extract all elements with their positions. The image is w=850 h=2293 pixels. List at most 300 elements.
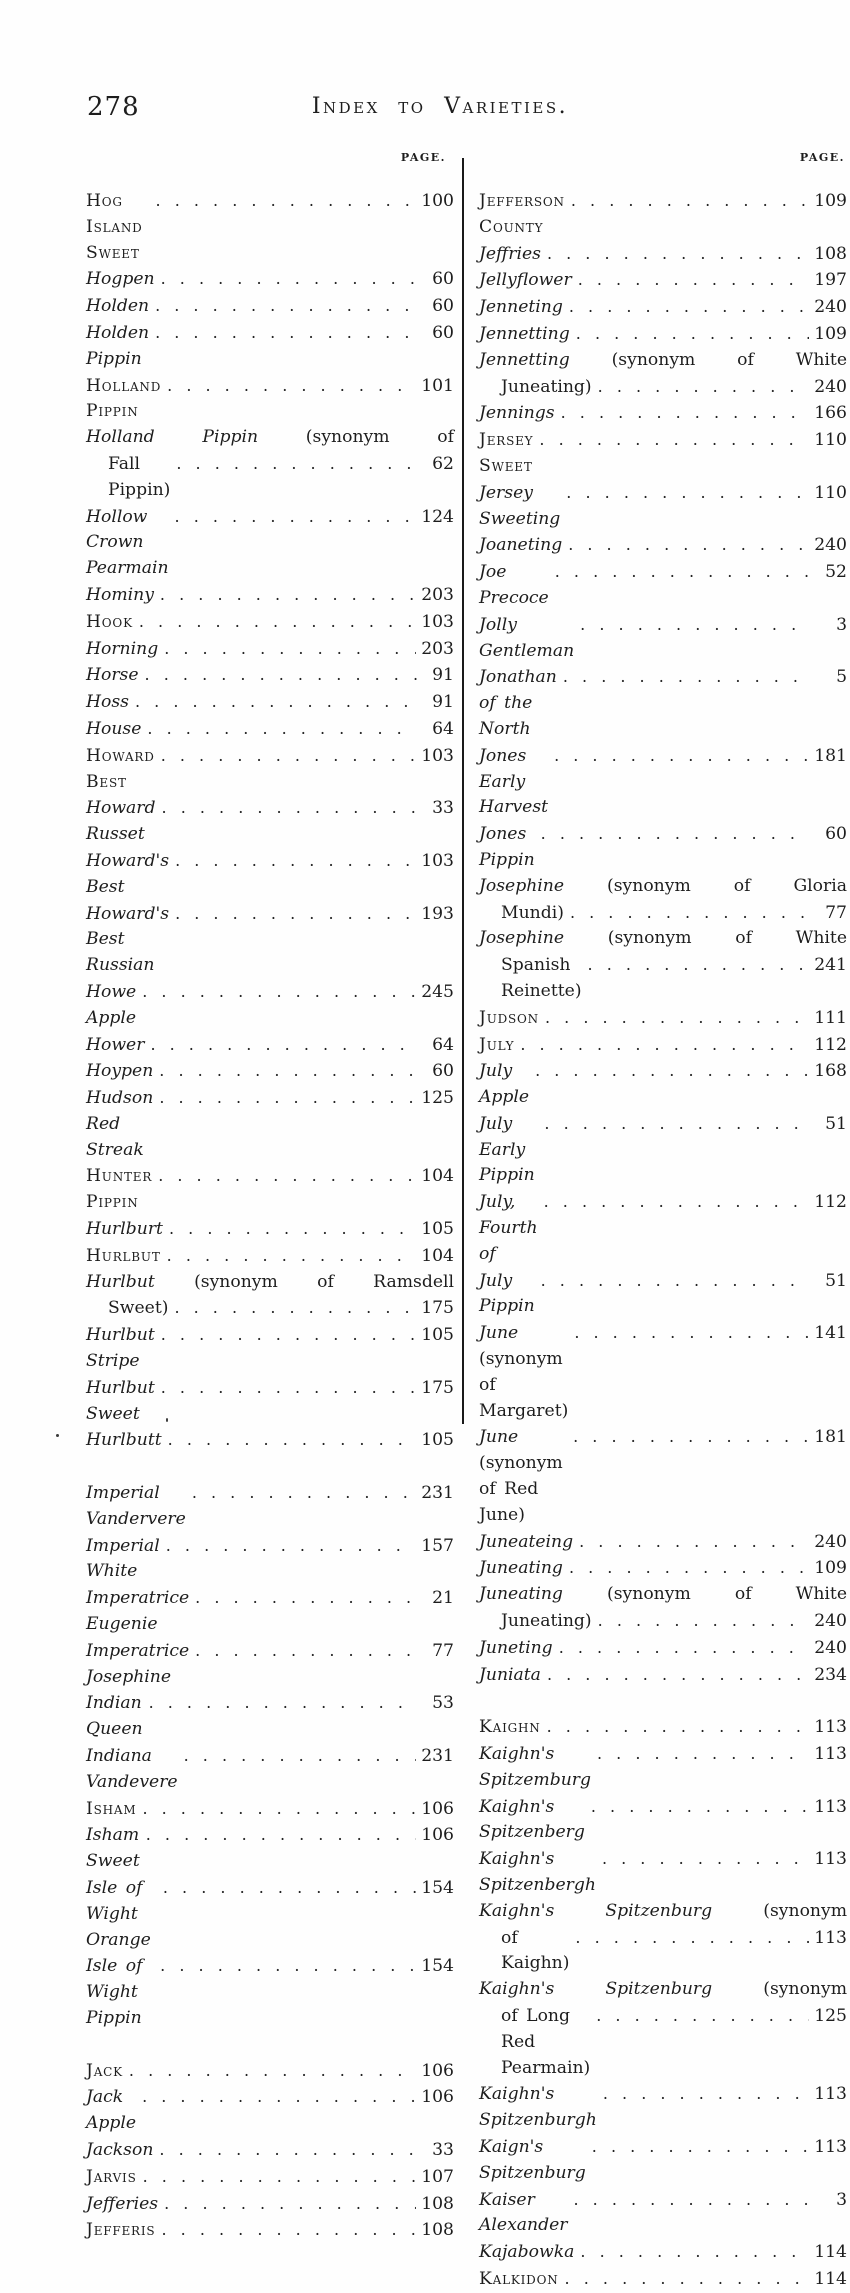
- entry-name: [86, 2165, 137, 2191]
- index-entry: [86, 1322, 454, 1375]
- entry-name: [479, 1979, 847, 1999]
- dot-leader: [167, 1243, 417, 1269]
- entry-line-1: [479, 1977, 847, 2003]
- dot-leader: [169, 1216, 416, 1242]
- entry-page-number: 109: [814, 323, 847, 344]
- page-title: Index to Varieties.: [311, 94, 569, 119]
- entry-name-main: Hurlbut Stripe: [86, 1325, 155, 1372]
- dot-leader: [578, 267, 810, 293]
- index-entry: [86, 1058, 454, 1085]
- entry-page-number: 240: [814, 1531, 847, 1552]
- index-entry: [86, 1690, 454, 1743]
- index-entry: [86, 901, 454, 979]
- entry-page-number: 103: [421, 850, 454, 871]
- entry-name: [479, 189, 565, 241]
- entry-name: [479, 1584, 847, 1604]
- entry-name: [86, 796, 156, 848]
- entry-name-main: Jefferson County: [479, 191, 565, 237]
- entry-page-number: 197: [814, 270, 847, 291]
- entry-name-main: Hunter Pippin: [86, 1166, 153, 1213]
- entry-name-continuation: Mundi): [501, 902, 564, 923]
- entry-name: [479, 1556, 563, 1582]
- entry-line-1: [479, 874, 847, 900]
- entry-line-1: [479, 926, 847, 952]
- entry-page-number: 53: [432, 1693, 454, 1714]
- index-entry: [479, 1111, 847, 1189]
- entry-page-number: 21: [432, 1588, 454, 1609]
- entry-page-number: 113: [814, 1849, 847, 1870]
- dot-leader: [544, 1111, 810, 1137]
- index-entry: [479, 1741, 847, 1794]
- index-entry: [86, 1585, 454, 1638]
- dot-leader: [155, 293, 417, 319]
- index-entry: [479, 1268, 847, 1321]
- entry-name-note: (synonym of: [305, 427, 454, 448]
- entry-name-main: Howard's Best: [86, 850, 170, 897]
- entry-name-continuation: Juneating): [501, 1611, 592, 1632]
- entry-name-main: Kalkidon: [479, 2268, 559, 2289]
- entry-name: [86, 610, 133, 636]
- index-entry: [479, 427, 847, 480]
- entry-name-main: Jersey Sweeting: [479, 482, 561, 529]
- entry-name-main: Isham: [86, 1798, 137, 1819]
- entry-page-number: 240: [814, 376, 847, 397]
- entry-page-number: 108: [421, 2193, 454, 2214]
- entry-page-number: 110: [814, 482, 847, 503]
- entry-name-main: Hower: [86, 1034, 145, 1055]
- entry-name-main: Holland Pippin: [86, 427, 306, 448]
- entry-name-continuation: Fall Pippin): [108, 453, 171, 500]
- entry-name-main: Kaighn's Spitzenburg: [479, 1900, 764, 1921]
- dot-leader: [573, 1424, 809, 1450]
- entry-name: [479, 928, 847, 948]
- dot-leader: [574, 1320, 809, 1346]
- column-divider-rule: [462, 158, 464, 1424]
- index-entry: [86, 266, 454, 293]
- dot-leader: [162, 795, 417, 821]
- entry-name: [86, 1586, 189, 1638]
- entry-name-main: Kaighn's Spitzenberg: [479, 1796, 585, 1843]
- index-entry: [86, 1163, 454, 1216]
- entry-name: [479, 401, 555, 427]
- entry-name-main: Holden Pippin: [86, 322, 150, 369]
- entry-name-main: Hurlbut: [86, 1271, 195, 1292]
- entry-name: [86, 637, 158, 663]
- entry-name-note: (synonym of White: [611, 349, 847, 370]
- dot-leader: [155, 320, 417, 346]
- dot-leader: [135, 689, 417, 715]
- entry-name-main: Imperatrice Eugenie: [86, 1588, 190, 1635]
- dot-leader: [195, 1585, 417, 1611]
- dot-leader: [146, 1822, 416, 1848]
- dot-leader: [571, 188, 809, 214]
- entry-name-main: Hog Island Sweet: [86, 191, 143, 263]
- dot-leader: [150, 1032, 417, 1058]
- index-entry: [86, 2217, 454, 2244]
- entry-name-main: Jefferies: [86, 2193, 159, 2214]
- index-entry: [479, 1005, 847, 1032]
- index-entry: [479, 2081, 847, 2134]
- entry-line-2: [479, 900, 847, 927]
- index-entry: [479, 532, 847, 559]
- entry-page-number: 168: [814, 1061, 847, 1082]
- entry-page-number: 193: [421, 903, 454, 924]
- index-entry: [86, 1638, 454, 1691]
- entry-page-number: 109: [814, 191, 847, 211]
- entry-name-main: Isle of Wight Orange: [86, 1878, 151, 1950]
- index-entry: [86, 293, 454, 320]
- entry-name-main: Jennetting: [479, 323, 570, 344]
- dot-leader: [580, 612, 810, 638]
- index-entry: [86, 1270, 454, 1323]
- entry-name: [86, 980, 136, 1032]
- entry-line-1: [479, 1582, 847, 1608]
- entry-name: [86, 1376, 155, 1428]
- entry-name-continuation: of Kaighn): [501, 1927, 570, 1974]
- entry-line-2: [86, 1295, 454, 1322]
- dot-leader: [139, 609, 416, 635]
- entry-page-number: 111: [814, 1007, 847, 1028]
- entry-name-main: Indian Queen: [86, 1693, 143, 1740]
- entry-name: [86, 717, 141, 743]
- dot-leader: [547, 1662, 809, 1688]
- entry-name-main: Isham Sweet: [86, 1825, 140, 1872]
- dot-leader: [592, 2134, 809, 2160]
- entry-name: [86, 1033, 144, 1059]
- index-left-column: [86, 150, 454, 2244]
- index-entry: [479, 2187, 847, 2240]
- index-entry: [86, 582, 454, 609]
- dot-leader: [535, 1058, 809, 1084]
- dot-leader: [147, 716, 417, 742]
- entry-page-number: 113: [814, 1796, 847, 1817]
- entry-page-number: 108: [421, 2220, 454, 2241]
- entry-name-main: Horning: [86, 638, 159, 659]
- column-gap: [86, 1454, 454, 1480]
- entry-name: [479, 2082, 597, 2134]
- index-entry: [479, 2134, 847, 2187]
- entry-name-main: Kaign's Spitzenburg: [479, 2136, 586, 2183]
- entry-name: [479, 533, 562, 559]
- entry-page-number: 64: [432, 1034, 454, 1055]
- index-entry: [86, 979, 454, 1032]
- entry-page-number: 114: [814, 2242, 847, 2263]
- entry-page-number: 60: [825, 824, 847, 845]
- entry-name-main: Kaighn's Spitzenbergh: [479, 1849, 596, 1895]
- entry-name-main: July Apple: [479, 1061, 530, 1108]
- index-entry: [479, 1635, 847, 1662]
- dot-leader: [597, 1741, 809, 1767]
- entry-name: [479, 322, 570, 348]
- entry-name-main: Hogpen: [86, 269, 155, 290]
- index-left-entries: [86, 188, 454, 2244]
- entry-name-main: Holland Pippin: [86, 375, 162, 422]
- page-column-label-right: PAGE.: [799, 151, 845, 164]
- index-entry: [479, 400, 847, 427]
- entry-name-main: Josephine: [479, 928, 608, 949]
- entry-page-number: 77: [825, 902, 847, 923]
- dot-leader: [142, 979, 416, 1005]
- entry-name: [479, 1321, 568, 1424]
- entry-page-number: 240: [814, 297, 847, 318]
- entry-name-main: House: [86, 718, 142, 739]
- index-entry: [479, 926, 847, 1004]
- index-entry: [86, 636, 454, 663]
- entry-name: [479, 822, 535, 874]
- entry-page-number: 33: [432, 2139, 454, 2160]
- entry-name-main: Jennings: [479, 403, 555, 424]
- entry-name: [86, 690, 129, 716]
- entry-name: [479, 242, 541, 268]
- index-entry: [86, 1427, 454, 1454]
- entry-line-2: [479, 374, 847, 401]
- entry-name: [479, 1663, 541, 1689]
- dot-leader: [596, 2003, 809, 2029]
- dot-leader: [166, 1533, 416, 1559]
- entry-name: [86, 663, 139, 689]
- entry-page-number: 104: [421, 1166, 454, 1187]
- entry-line-1: [479, 1899, 847, 1925]
- entry-name: [479, 1715, 541, 1741]
- index-entry: [86, 1743, 454, 1796]
- page-column-label-left: PAGE.: [400, 151, 446, 164]
- index-entry: [479, 1714, 847, 1741]
- entry-name-main: Jeffries: [479, 243, 541, 264]
- index-entry: [86, 1085, 454, 1163]
- index-entry: [86, 1796, 454, 1823]
- dot-leader: [158, 1163, 416, 1189]
- dot-leader: [598, 374, 810, 400]
- entry-name-main: Kaighn's Spitzemburg: [479, 1744, 591, 1790]
- dot-leader: [175, 504, 417, 530]
- index-entry: [479, 743, 847, 821]
- index-entry: [86, 504, 454, 582]
- index-entry: [86, 1216, 454, 1243]
- dot-leader: [161, 2217, 416, 2243]
- dot-leader: [569, 1555, 809, 1581]
- entry-name-main: Imperial White: [86, 1535, 160, 1582]
- entry-page-number: 110: [814, 430, 847, 451]
- entry-page-number: 234: [814, 1664, 847, 1685]
- dot-leader: [602, 1846, 809, 1872]
- entry-line-2: [479, 1925, 847, 1978]
- dot-leader: [603, 2081, 809, 2107]
- index-entry: [86, 1243, 454, 1270]
- index-entry: [479, 1582, 847, 1635]
- dot-leader: [164, 636, 416, 662]
- dot-leader: [175, 901, 416, 927]
- dot-leader: [570, 900, 810, 926]
- entry-page-number: 181: [814, 1427, 847, 1448]
- entry-page-number: 175: [421, 1298, 454, 1319]
- entry-name: [86, 1744, 178, 1796]
- entry-name-main: Hollow Crown Pearmain: [86, 506, 169, 579]
- entry-page-number: 113: [814, 1744, 847, 1765]
- entry-page-number: 203: [421, 584, 454, 605]
- entry-page-number: 113: [814, 1717, 847, 1738]
- dot-leader: [192, 1480, 416, 1506]
- index-entry: [479, 874, 847, 927]
- index-entry: [479, 612, 847, 665]
- index-entry: [86, 609, 454, 636]
- index-entry: [86, 2164, 454, 2191]
- entry-name: [86, 849, 169, 901]
- entry-name-main: Hudson Red Streak: [86, 1088, 154, 1160]
- entry-name: [479, 1847, 596, 1899]
- entry-name: [86, 505, 169, 582]
- entry-name: [86, 2192, 158, 2218]
- entry-name-continuation: Sweet): [108, 1298, 169, 1319]
- entry-name-main: Juneating: [479, 1558, 563, 1579]
- entry-name-main: Imperial Vandervere: [86, 1483, 186, 1529]
- entry-name: [479, 1190, 538, 1267]
- entry-page-number: 52: [825, 562, 847, 583]
- dot-leader: [175, 848, 416, 874]
- dot-leader: [129, 2058, 416, 2084]
- entry-page-number: 106: [421, 2087, 454, 2108]
- dot-leader: [160, 582, 416, 608]
- entry-page-number: 166: [814, 403, 847, 424]
- index-entry: [86, 1375, 454, 1428]
- entry-name-main: Indiana Vandevere: [86, 1746, 178, 1792]
- entry-name-main: Jonathan of the North: [479, 667, 557, 739]
- entry-page-number: 154: [421, 1956, 454, 1977]
- entry-name: [86, 1086, 153, 1163]
- index-entry: [479, 188, 847, 241]
- entry-name-main: Hurlbut Sweet: [86, 1377, 155, 1424]
- entry-page-number: 106: [421, 2060, 454, 2081]
- entry-name: [86, 1481, 186, 1533]
- entry-page-number: 103: [421, 745, 454, 766]
- entry-name-main: Jenneting: [479, 297, 563, 318]
- dot-leader: [541, 821, 810, 847]
- entry-name: [86, 1534, 160, 1586]
- entry-name-note: (synonym of White: [607, 1584, 847, 1605]
- dot-leader: [143, 2164, 417, 2190]
- entry-name: [86, 1876, 157, 1953]
- entry-page-number: 64: [432, 718, 454, 739]
- entry-name: [86, 583, 154, 609]
- entry-page-number: 141: [814, 1323, 847, 1344]
- entry-name-continuation: Spanish Reinette): [501, 955, 582, 1001]
- entry-line-2: [479, 2003, 847, 2081]
- entry-name: [479, 2267, 559, 2293]
- entry-page-number: 105: [421, 1430, 454, 1451]
- index-entry: [479, 1320, 847, 1424]
- entry-name: [479, 481, 560, 533]
- index-entry: [479, 1529, 847, 1556]
- entry-line-2: [86, 451, 454, 504]
- entry-name-main: Holden: [86, 296, 150, 317]
- entry-name-main: Jefferis: [86, 2220, 156, 2241]
- dot-leader: [541, 1268, 810, 1294]
- entry-page-number: 33: [432, 798, 454, 819]
- entry-page-number: 60: [432, 322, 454, 343]
- dot-leader: [161, 266, 417, 292]
- entry-name-continuation: Juneating): [501, 376, 592, 397]
- index-entry: [479, 2266, 847, 2293]
- entry-name-main: Juneting: [479, 1637, 553, 1658]
- entry-name-main: Juniata: [479, 1664, 541, 1685]
- entry-name-main: Juneating: [479, 1584, 608, 1605]
- index-entry: [479, 559, 847, 612]
- dot-leader: [159, 1058, 417, 1084]
- entry-name-main: June: [479, 1427, 519, 1448]
- dot-leader: [579, 1529, 809, 1555]
- entry-page-number: 112: [814, 1034, 847, 1055]
- entry-name-note: (synonym of Gloria: [607, 875, 847, 896]
- dot-leader: [544, 1189, 810, 1215]
- entry-name-main: Jarvis: [86, 2166, 137, 2187]
- entry-name: [86, 1244, 161, 1270]
- index-entry: [86, 716, 454, 743]
- entry-page-number: 60: [432, 269, 454, 290]
- index-entry: [479, 821, 847, 874]
- entry-name-main: Jackson: [86, 2139, 154, 2160]
- entry-page-number: 240: [814, 535, 847, 556]
- dot-leader: [167, 373, 416, 399]
- entry-name: [86, 294, 149, 320]
- entry-name-main: July Early Pippin: [479, 1113, 535, 1186]
- entry-name-main: Joe Precoce: [479, 562, 549, 608]
- dot-leader: [149, 1690, 417, 1716]
- index-entry: [479, 1424, 847, 1528]
- entry-name: [479, 665, 557, 742]
- entry-name-main: Jones Pippin: [479, 824, 535, 870]
- entry-page-number: 60: [432, 296, 454, 317]
- index-entry: [479, 1189, 847, 1267]
- dot-leader: [554, 743, 809, 769]
- dot-leader: [580, 2239, 809, 2265]
- index-entry: [86, 425, 454, 503]
- dot-leader: [184, 1743, 417, 1769]
- dot-leader: [568, 532, 809, 558]
- entry-name-main: Hurlbutt: [86, 1430, 162, 1451]
- dot-leader: [573, 2187, 810, 2213]
- entry-name: [86, 902, 169, 979]
- entry-name: [86, 427, 454, 447]
- entry-name: [86, 1639, 189, 1691]
- entry-name: [479, 2240, 574, 2266]
- dot-leader: [164, 2191, 416, 2217]
- index-entry: [479, 1058, 847, 1111]
- entry-page-number: 113: [814, 2084, 847, 2105]
- dot-leader: [561, 400, 810, 426]
- index-entry: [86, 1533, 454, 1586]
- index-entry: [86, 1822, 454, 1875]
- entry-name: [479, 428, 533, 480]
- entry-name-main: Judson: [479, 1007, 539, 1028]
- dot-leader: [142, 2084, 416, 2110]
- entry-name-main: Kaighn's Spitzenburg: [479, 1979, 764, 2000]
- index-entry: [86, 795, 454, 848]
- index-right-column: [479, 150, 847, 2293]
- entry-page-number: 203: [421, 638, 454, 659]
- index-entry: [479, 321, 847, 348]
- entry-page-number: 106: [421, 1825, 454, 1846]
- entry-name-continuation: of Long Red Pearmain): [501, 2005, 591, 2078]
- dot-leader: [565, 2266, 810, 2292]
- dot-leader: [156, 188, 417, 214]
- entry-name-main: Howard's Best Russian: [86, 903, 170, 976]
- dot-leader: [145, 662, 417, 688]
- entry-name-main: Hurlburt: [86, 1219, 163, 1240]
- entry-name: [479, 1795, 585, 1847]
- entry-page-number: 113: [814, 1927, 847, 1948]
- entry-name-note: (synonym of Ramsdell: [194, 1271, 454, 1292]
- entry-name-main: Joaneting: [479, 535, 563, 556]
- entry-name: [479, 744, 548, 821]
